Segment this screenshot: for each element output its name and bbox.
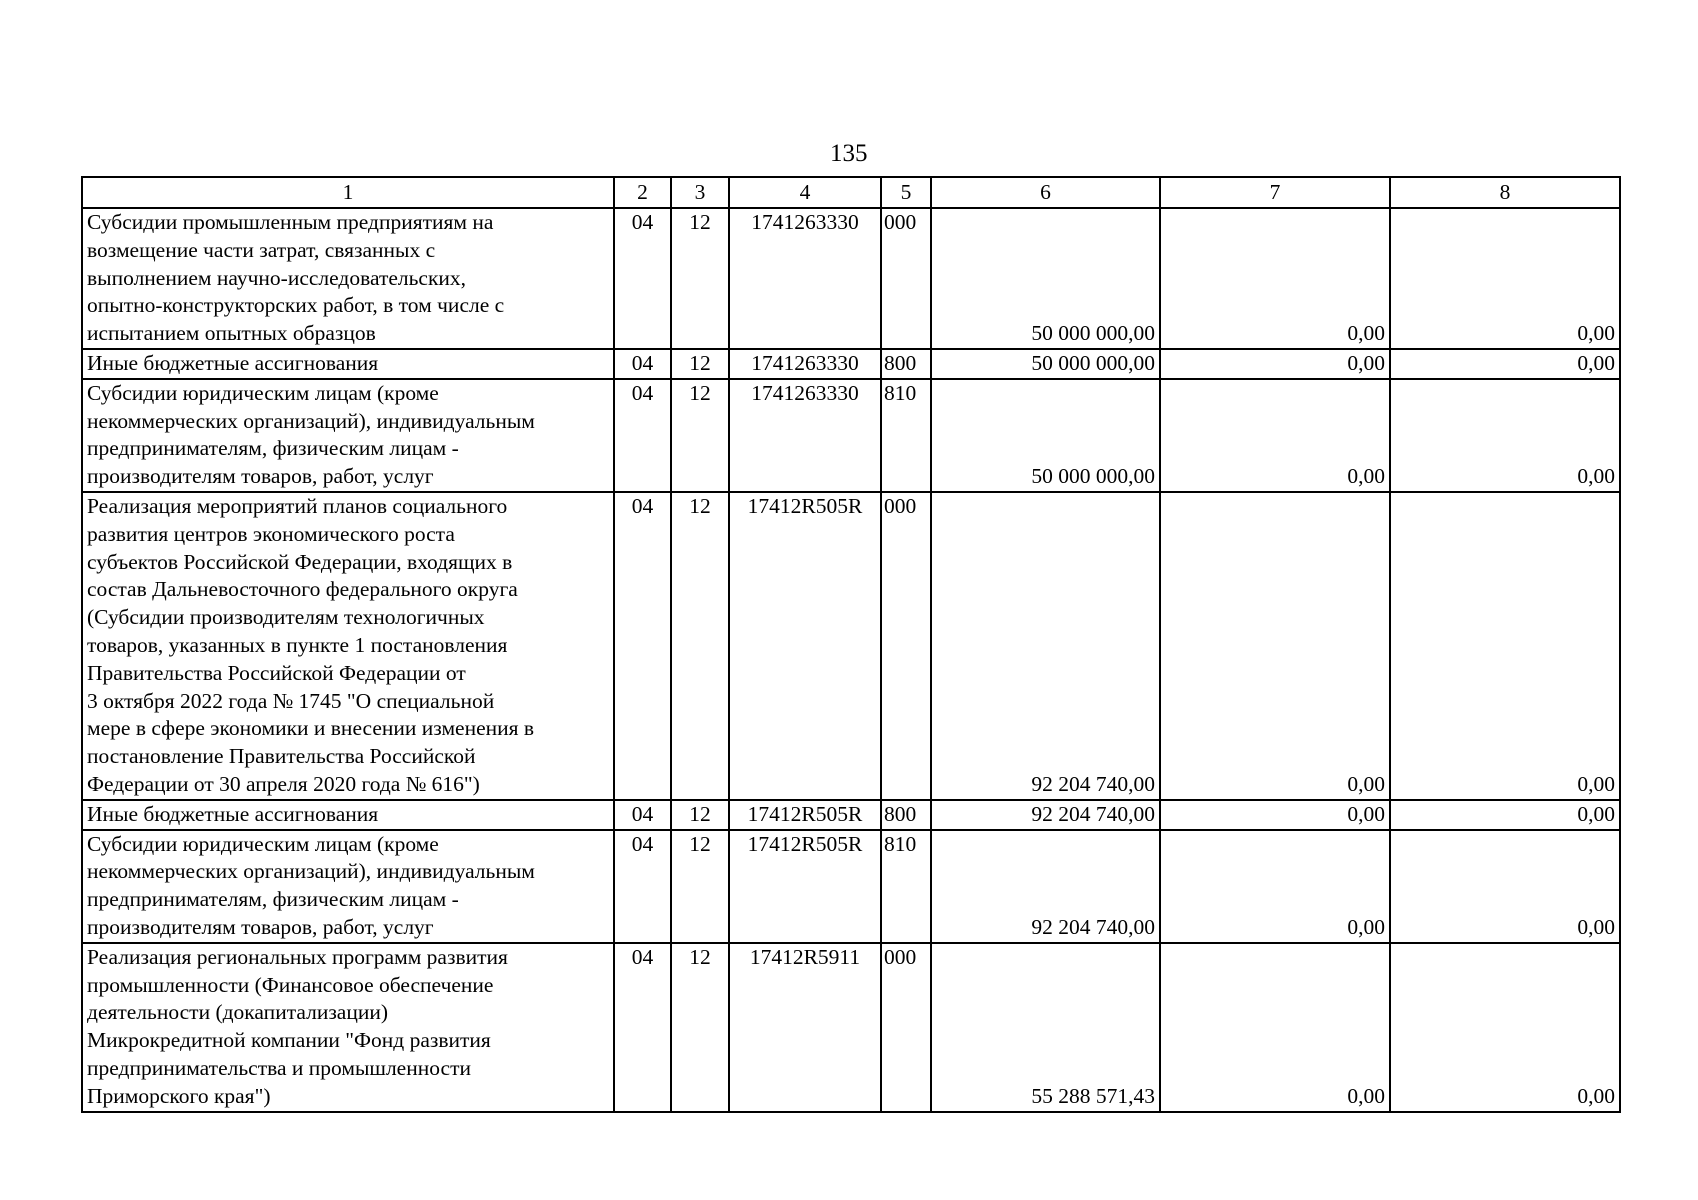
column-header: 3: [671, 177, 729, 208]
expense-type-code: 810: [881, 379, 931, 492]
section-code: 04: [614, 492, 671, 800]
amount-col8: 0,00: [1390, 379, 1620, 492]
target-article-code: 1741263330: [729, 208, 881, 349]
description-line: Правительства Российской Федерации от: [87, 660, 466, 685]
expense-type-code: 810: [881, 830, 931, 943]
table-row: [82, 492, 1620, 800]
table-row: [82, 379, 1620, 492]
description-line: предпринимателям, физическим лицам -: [87, 887, 459, 912]
description-line: производителям товаров, работ, услуг: [87, 464, 434, 489]
target-article-code: 1741263330: [729, 349, 881, 379]
description-line: промышленности (Финансовое обеспечение: [87, 972, 494, 997]
column-header: 2: [614, 177, 671, 208]
target-article-code: 17412R505R: [729, 800, 881, 830]
description-line: выполнением научно-исследовательских,: [87, 265, 467, 290]
expense-type-code: 800: [881, 349, 931, 379]
description-line: 3 октября 2022 года № 1745 "О специальной: [87, 688, 495, 713]
description-line: Приморского края"): [87, 1083, 271, 1108]
description-line: Реализация региональных программ развития: [87, 944, 508, 969]
amount-col8: 0,00: [1390, 492, 1620, 800]
amount-col7: 0,00: [1160, 379, 1390, 492]
description-line: предпринимателям, физическим лицам -: [87, 436, 459, 461]
description-line: Субсидии промышленным предприятиям на: [87, 210, 494, 234]
description-line: деятельности (докапитализации): [87, 1000, 389, 1025]
description-line: постановление Правительства Российской: [87, 744, 476, 769]
row-description: [82, 349, 614, 379]
expense-type-code: 800: [881, 800, 931, 830]
description-line: Федерации от 30 апреля 2020 года № 616"): [87, 771, 480, 796]
target-article-code: 17412R5911: [729, 943, 881, 1112]
table-header-row: [82, 177, 1620, 208]
table-row: [82, 349, 1620, 379]
amount-col8: 0,00: [1390, 208, 1620, 349]
amount-col8: 0,00: [1390, 800, 1620, 830]
row-description: [82, 830, 614, 943]
table-row: [82, 208, 1620, 349]
description-line: товаров, указанных в пункте 1 постановления: [87, 632, 508, 657]
description-line: развития центров экономического роста: [87, 521, 455, 546]
amount-col6: 92 204 740,00: [931, 830, 1160, 943]
row-description: [82, 800, 614, 830]
target-article-code: 1741263330: [729, 379, 881, 492]
amount-col6: 55 288 571,43: [931, 943, 1160, 1112]
amount-col7: 0,00: [1160, 943, 1390, 1112]
amount-col7: 0,00: [1160, 800, 1390, 830]
description-line: предпринимательства и промышленности: [87, 1055, 471, 1080]
table-row: [82, 800, 1620, 830]
description-line: некоммерческих организаций), индивидуальным: [87, 859, 535, 884]
section-code: 04: [614, 830, 671, 943]
amount-col7: 0,00: [1160, 208, 1390, 349]
section-code: 04: [614, 208, 671, 349]
subsection-code: 12: [671, 830, 729, 943]
subsection-code: 12: [671, 349, 729, 379]
target-article-code: 17412R505R: [729, 830, 881, 943]
subsection-code: 12: [671, 492, 729, 800]
description-line: некоммерческих организаций), индивидуальным: [87, 408, 535, 433]
description-line: (Субсидии производителям технологичных: [87, 605, 485, 630]
description-line: Иные бюджетные ассигнования: [87, 801, 379, 826]
column-header: 7: [1160, 177, 1390, 208]
subsection-code: 12: [671, 800, 729, 830]
column-header: 4: [729, 177, 881, 208]
table-row: [82, 830, 1620, 943]
page-number: 135: [830, 140, 868, 167]
table-row: [82, 943, 1620, 1112]
subsection-code: 12: [671, 943, 729, 1112]
amount-col6: 50 000 000,00: [931, 208, 1160, 349]
row-description: [82, 492, 614, 800]
expense-type-code: 000: [881, 492, 931, 800]
description-line: Иные бюджетные ассигнования: [87, 350, 379, 375]
column-header: 8: [1390, 177, 1620, 208]
budget-table: [81, 176, 1621, 1113]
amount-col8: 0,00: [1390, 349, 1620, 379]
description-line: испытанием опытных образцов: [87, 321, 376, 346]
description-line: опытно-конструкторских работ, в том числе с: [87, 293, 505, 318]
amount-col7: 0,00: [1160, 492, 1390, 800]
description-line: Реализация мероприятий планов социального: [87, 493, 508, 518]
row-description: [82, 943, 614, 1112]
section-code: 04: [614, 379, 671, 492]
description-line: мере в сфере экономики и внесении изменения в: [87, 716, 535, 741]
subsection-code: 12: [671, 208, 729, 349]
description-line: Микрокредитной компании "Фонд развития: [87, 1028, 491, 1053]
description-line: Субсидии юридическим лицам (кроме: [87, 380, 439, 405]
row-description: [82, 379, 614, 492]
expense-type-code: 000: [881, 208, 931, 349]
amount-col6: 92 204 740,00: [931, 800, 1160, 830]
row-description: [82, 208, 614, 349]
section-code: 04: [614, 943, 671, 1112]
description-line: состав Дальневосточного федерального округа: [87, 577, 518, 602]
amount-col8: 0,00: [1390, 830, 1620, 943]
amount-col7: 0,00: [1160, 349, 1390, 379]
description-line: субъектов Российской Федерации, входящих в: [87, 549, 513, 574]
amount-col6: 50 000 000,00: [931, 349, 1160, 379]
target-article-code: 17412R505R: [729, 492, 881, 800]
expense-type-code: 000: [881, 943, 931, 1112]
column-header: 1: [82, 177, 614, 208]
description-line: возмещение части затрат, связанных с: [87, 237, 436, 262]
column-header: 5: [881, 177, 931, 208]
section-code: 04: [614, 349, 671, 379]
column-header: 6: [931, 177, 1160, 208]
amount-col6: 92 204 740,00: [931, 492, 1160, 800]
amount-col7: 0,00: [1160, 830, 1390, 943]
amount-col6: 50 000 000,00: [931, 379, 1160, 492]
section-code: 04: [614, 800, 671, 830]
amount-col8: 0,00: [1390, 943, 1620, 1112]
description-line: Субсидии юридическим лицам (кроме: [87, 831, 439, 856]
subsection-code: 12: [671, 379, 729, 492]
description-line: производителям товаров, работ, услуг: [87, 914, 434, 939]
